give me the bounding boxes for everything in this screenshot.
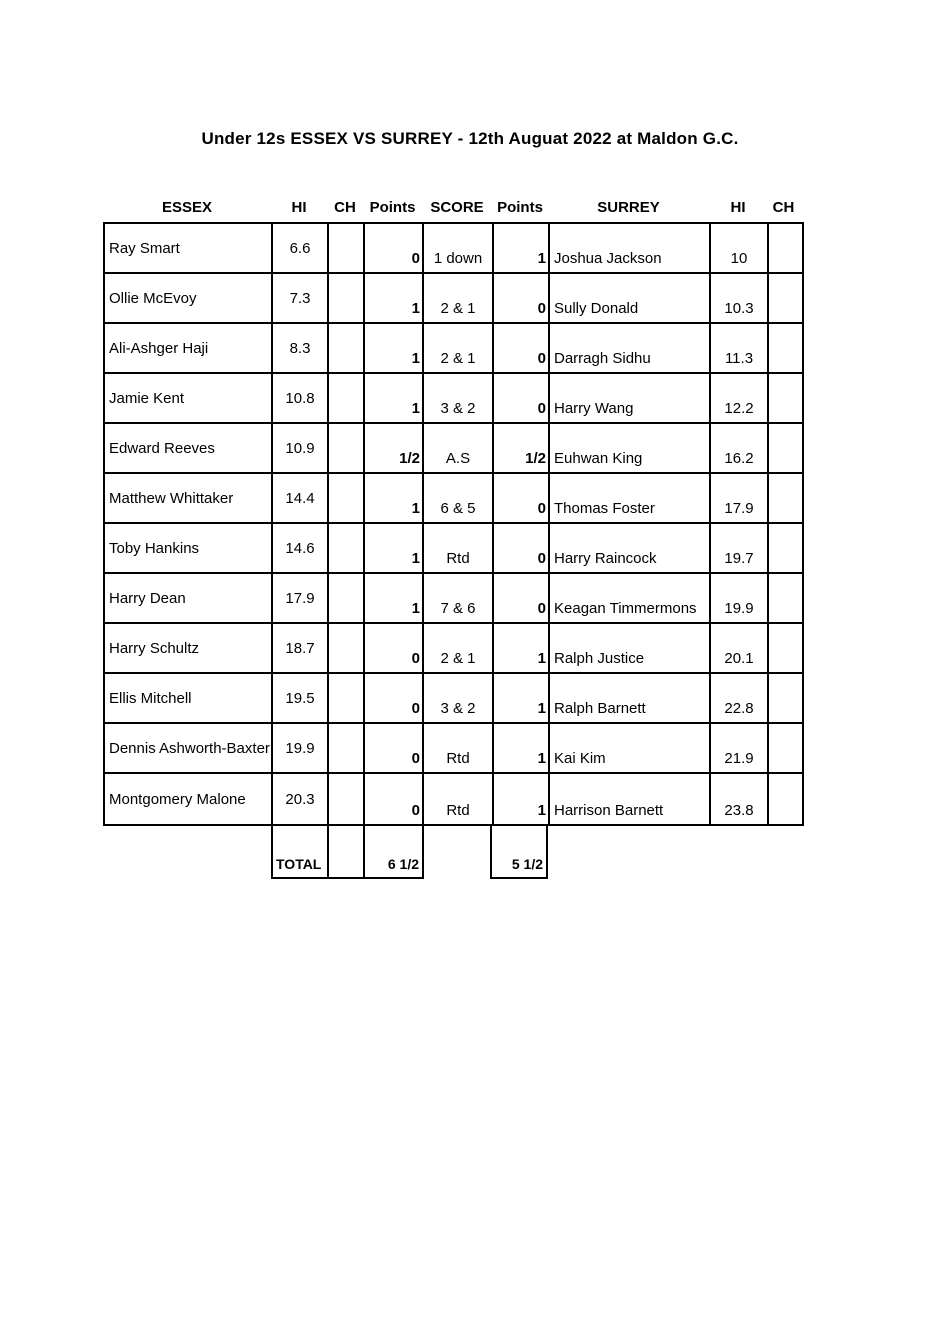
header-surrey-hi: HI: [730, 199, 746, 216]
surrey-ch-cell: [769, 224, 802, 272]
surrey-player-name: Harry Raincock: [550, 524, 711, 572]
surrey-player-name: Kai Kim: [550, 724, 711, 772]
surrey-points-value: 0: [494, 324, 550, 372]
table-row: [105, 624, 802, 674]
essex-ch-cell: [329, 324, 365, 372]
surrey-player-name: Ralph Justice: [550, 624, 711, 672]
essex-player-name: Harry Dean: [105, 574, 273, 622]
essex-hi-value: 8.3: [273, 324, 329, 372]
surrey-hi-value: 19.7: [711, 524, 769, 572]
essex-points-value: 1: [365, 274, 424, 322]
essex-hi-value: 18.7: [273, 624, 329, 672]
table-row: [105, 774, 802, 824]
essex-hi-value: 20.3: [273, 774, 329, 824]
essex-ch-cell: [329, 424, 365, 472]
results-sheet: [103, 200, 804, 879]
surrey-hi-value: 16.2: [711, 424, 769, 472]
essex-points-value: 0: [365, 774, 424, 824]
essex-hi-value: 17.9: [273, 574, 329, 622]
table-row: [105, 424, 802, 474]
table-row: [105, 474, 802, 524]
essex-ch-cell: [329, 624, 365, 672]
essex-points-value: 1: [365, 524, 424, 572]
total-surrey-points-cell: 5 1/2: [490, 824, 548, 879]
score-value: 2 & 1: [424, 324, 494, 372]
surrey-points-value: 1: [494, 724, 550, 772]
score-value: Rtd: [424, 774, 494, 824]
table-row: [105, 274, 802, 324]
total-essex-points-cell: 6 1/2: [363, 824, 424, 879]
table-row: [105, 374, 802, 424]
surrey-player-name: Joshua Jackson: [550, 224, 711, 272]
surrey-hi-value: 22.8: [711, 674, 769, 722]
essex-ch-cell: [329, 474, 365, 522]
score-value: 3 & 2: [424, 674, 494, 722]
essex-hi-value: 19.9: [273, 724, 329, 772]
surrey-ch-cell: [769, 674, 802, 722]
surrey-player-name: Darragh Sidhu: [550, 324, 711, 372]
surrey-points-value: 0: [494, 374, 550, 422]
surrey-points-value: 0: [494, 274, 550, 322]
table-row: [105, 224, 802, 274]
score-value: 1 down: [424, 224, 494, 272]
total-score-spacer: [424, 824, 490, 879]
essex-ch-cell: [329, 524, 365, 572]
header-essex-hi: HI: [291, 199, 307, 216]
essex-points-value: 0: [365, 674, 424, 722]
essex-points-value: 1: [365, 474, 424, 522]
surrey-player-name: Ralph Barnett: [550, 674, 711, 722]
page-title: Under 12s ESSEX VS SURREY - 12th Auguat 2022 at Maldon G.C.: [201, 129, 739, 148]
score-value: 7 & 6: [424, 574, 494, 622]
essex-ch-cell: [329, 574, 365, 622]
surrey-ch-cell: [769, 624, 802, 672]
essex-points-value: 0: [365, 224, 424, 272]
essex-ch-cell: [329, 374, 365, 422]
match-results-table: [103, 222, 804, 826]
surrey-points-value: 0: [494, 574, 550, 622]
essex-ch-cell: [329, 224, 365, 272]
essex-hi-value: 14.6: [273, 524, 329, 572]
surrey-ch-cell: [769, 774, 802, 824]
essex-player-name: Ali-Ashger Haji: [105, 324, 273, 372]
surrey-ch-cell: [769, 724, 802, 772]
surrey-hi-value: 21.9: [711, 724, 769, 772]
header-essex-ch: CH: [334, 199, 356, 216]
total-label-cell: TOTAL: [271, 824, 329, 879]
surrey-points-value: 1: [494, 674, 550, 722]
essex-player-name: Harry Schultz: [105, 624, 273, 672]
table-header-row: [103, 200, 804, 221]
surrey-player-name: Harry Wang: [550, 374, 711, 422]
essex-ch-cell: [329, 724, 365, 772]
essex-player-name: Edward Reeves: [105, 424, 273, 472]
surrey-player-name: Harrison Barnett: [550, 774, 711, 824]
table-row: [105, 324, 802, 374]
essex-player-name: Jamie Kent: [105, 374, 273, 422]
surrey-ch-cell: [769, 424, 802, 472]
essex-points-value: 0: [365, 624, 424, 672]
total-ch-cell: [327, 824, 365, 879]
essex-player-name: Dennis Ashworth-Baxter: [105, 724, 273, 772]
surrey-points-value: 1: [494, 224, 550, 272]
essex-ch-cell: [329, 274, 365, 322]
table-row: [105, 524, 802, 574]
surrey-player-name: Sully Donald: [550, 274, 711, 322]
table-row: [105, 674, 802, 724]
surrey-hi-value: 10.3: [711, 274, 769, 322]
score-value: A.S: [424, 424, 494, 472]
essex-points-value: 0: [365, 724, 424, 772]
header-essex-points: Points: [369, 199, 416, 216]
score-value: Rtd: [424, 524, 494, 572]
score-value: 3 & 2: [424, 374, 494, 422]
essex-points-value: 1: [365, 324, 424, 372]
surrey-hi-value: 23.8: [711, 774, 769, 824]
essex-hi-value: 7.3: [273, 274, 329, 322]
surrey-ch-cell: [769, 574, 802, 622]
essex-points-value: 1/2: [365, 424, 424, 472]
surrey-hi-value: 17.9: [711, 474, 769, 522]
essex-hi-value: 6.6: [273, 224, 329, 272]
score-value: 2 & 1: [424, 274, 494, 322]
header-surrey: SURREY: [597, 199, 660, 216]
surrey-points-value: 0: [494, 524, 550, 572]
score-value: Rtd: [424, 724, 494, 772]
score-value: 2 & 1: [424, 624, 494, 672]
essex-points-value: 1: [365, 374, 424, 422]
essex-hi-value: 10.9: [273, 424, 329, 472]
surrey-ch-cell: [769, 474, 802, 522]
surrey-player-name: Euhwan King: [550, 424, 711, 472]
essex-hi-value: 19.5: [273, 674, 329, 722]
essex-hi-value: 10.8: [273, 374, 329, 422]
surrey-ch-cell: [769, 324, 802, 372]
essex-player-name: Ellis Mitchell: [105, 674, 273, 722]
surrey-hi-value: 11.3: [711, 324, 769, 372]
essex-player-name: Matthew Whittaker: [105, 474, 273, 522]
surrey-ch-cell: [769, 524, 802, 572]
table-row: [105, 724, 802, 774]
surrey-hi-value: 12.2: [711, 374, 769, 422]
essex-player-name: Montgomery Malone: [105, 774, 273, 824]
totals-row: [271, 824, 804, 879]
essex-ch-cell: [329, 674, 365, 722]
header-surrey-ch: CH: [772, 199, 795, 216]
essex-player-name: Toby Hankins: [105, 524, 273, 572]
surrey-player-name: Thomas Foster: [550, 474, 711, 522]
surrey-points-value: 1: [494, 774, 550, 824]
essex-ch-cell: [329, 774, 365, 824]
surrey-hi-value: 10: [711, 224, 769, 272]
surrey-ch-cell: [769, 374, 802, 422]
header-essex: ESSEX: [161, 199, 213, 216]
surrey-points-value: 1: [494, 624, 550, 672]
surrey-points-value: 1/2: [494, 424, 550, 472]
surrey-ch-cell: [769, 274, 802, 322]
essex-player-name: Ollie McEvoy: [105, 274, 273, 322]
surrey-hi-value: 20.1: [711, 624, 769, 672]
header-surrey-points: Points: [497, 199, 543, 216]
header-score: SCORE: [430, 199, 484, 216]
surrey-points-value: 0: [494, 474, 550, 522]
surrey-player-name: Keagan Timmermons: [550, 574, 711, 622]
score-value: 6 & 5: [424, 474, 494, 522]
table-row: [105, 574, 802, 624]
essex-hi-value: 14.4: [273, 474, 329, 522]
essex-player-name: Ray Smart: [105, 224, 273, 272]
essex-points-value: 1: [365, 574, 424, 622]
surrey-hi-value: 19.9: [711, 574, 769, 622]
